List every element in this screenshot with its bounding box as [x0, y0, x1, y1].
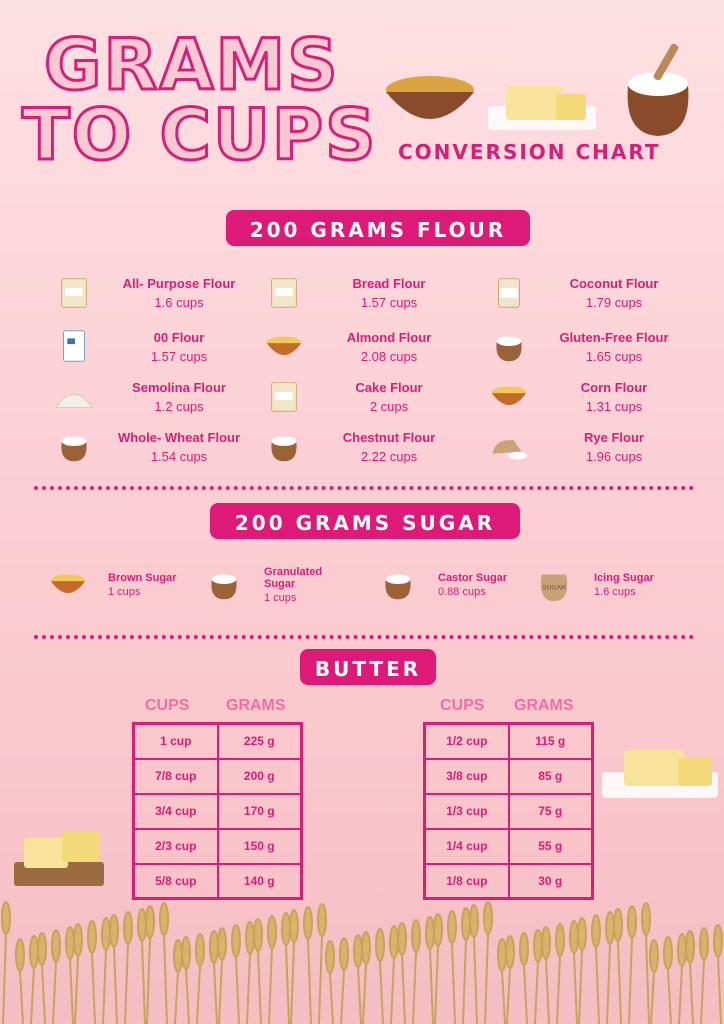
table-row — [134, 759, 302, 794]
sugar-value: 1 cups — [264, 592, 297, 604]
flour-heading: 200 GRAMS FLOUR — [226, 210, 530, 246]
cups-cell: 2/3 cup — [134, 829, 218, 864]
title-line-2: TO CUPS — [22, 94, 378, 176]
sugar-item — [438, 572, 538, 598]
sugar-heading: 200 GRAMS SUGAR — [210, 503, 520, 539]
flour-item — [104, 380, 254, 414]
sack-icon — [264, 428, 304, 464]
flour-value: 2.22 cups — [360, 449, 418, 464]
spilled-sack-icon — [489, 428, 529, 464]
flour-value: 1.96 cups — [585, 449, 643, 464]
flour-item — [314, 330, 464, 364]
col-header-cups: CUPS — [145, 697, 190, 714]
col-header-cups: CUPS — [440, 697, 485, 714]
flour-name: Gluten-Free Flour — [559, 330, 669, 345]
table-row — [134, 794, 302, 829]
sack-icon — [489, 328, 529, 364]
sugar-name: Icing Sugar — [594, 572, 654, 584]
flour-value: 1.31 cups — [585, 399, 643, 414]
wheat-border-icon — [0, 894, 724, 1024]
flour-item — [104, 276, 254, 310]
cups-cell: 5/8 cup — [134, 864, 218, 899]
flour-item — [314, 380, 464, 414]
sack-icon — [204, 566, 244, 602]
table-row — [425, 829, 593, 864]
butter-table-left — [132, 722, 303, 900]
divider — [34, 486, 694, 490]
flour-value: 2.08 cups — [360, 349, 418, 364]
flour-value: 1.57 cups — [150, 349, 208, 364]
flour-name: Almond Flour — [346, 330, 432, 345]
grams-cell: 200 g — [218, 759, 302, 794]
grams-cell: 140 g — [218, 864, 302, 899]
bowl-icon — [264, 328, 304, 364]
grams-cell: 75 g — [509, 794, 593, 829]
butter-icon — [8, 826, 108, 892]
sugar-name: Castor Sugar — [438, 572, 508, 584]
flour-name: Coconut Flour — [569, 276, 659, 291]
cups-cell: 1/3 cup — [425, 794, 509, 829]
flour-name: Semolina Flour — [132, 380, 226, 395]
sugar-value: 1.6 cups — [594, 586, 636, 598]
flour-value: 1.65 cups — [585, 349, 643, 364]
flour-bag-icon — [264, 378, 304, 414]
flour-name: Bread Flour — [352, 276, 426, 291]
bowl-icon — [489, 378, 529, 414]
flour-item — [314, 276, 464, 310]
flour-sack-icon — [618, 36, 698, 140]
grams-cell: 150 g — [218, 829, 302, 864]
cups-cell: 7/8 cup — [134, 759, 218, 794]
flour-name: 00 Flour — [153, 330, 205, 345]
flour-item — [539, 330, 689, 364]
flour-name: Rye Flour — [584, 430, 644, 445]
table-row — [425, 759, 593, 794]
col-header-grams: GRAMS — [226, 697, 286, 714]
sugar-value: 1 cups — [108, 586, 141, 598]
flour-value: 1.57 cups — [360, 295, 418, 310]
flour-value: 2 cups — [369, 399, 409, 414]
grams-cell: 55 g — [509, 829, 593, 864]
sugar-name: Brown Sugar — [108, 572, 177, 584]
butter-icon — [598, 738, 722, 804]
flour-item — [104, 330, 254, 364]
cups-cell: 1 cup — [134, 724, 218, 759]
flour-value: 1.54 cups — [150, 449, 208, 464]
grams-cell: 225 g — [218, 724, 302, 759]
sugar-item — [108, 572, 208, 598]
flour-value: 1.79 cups — [585, 295, 643, 310]
flour-item — [539, 430, 689, 464]
flour-name: Chestnut Flour — [342, 430, 436, 445]
flour-name: Corn Flour — [580, 380, 648, 395]
bowl-icon — [380, 66, 480, 132]
flour-item — [314, 430, 464, 464]
bowl-icon — [48, 566, 88, 602]
flour-name: All- Purpose Flour — [122, 276, 236, 291]
cups-cell: 3/8 cup — [425, 759, 509, 794]
sack-icon — [54, 428, 94, 464]
sack-icon — [378, 566, 418, 602]
title-line-1: GRAMS — [44, 24, 340, 106]
grams-cell: 85 g — [509, 759, 593, 794]
flour-bag-icon — [54, 274, 94, 310]
table-row — [425, 794, 593, 829]
butter-heading: BUTTER — [300, 649, 436, 685]
flour-value: 1.6 cups — [154, 295, 204, 310]
butter-icon — [482, 76, 602, 136]
flour-pile-icon — [54, 378, 94, 414]
sack-label: SUGAR — [542, 584, 566, 592]
flour-name: Whole- Wheat Flour — [117, 430, 241, 445]
jar-icon — [489, 274, 529, 310]
table-row — [134, 829, 302, 864]
table-row — [425, 724, 593, 759]
grams-cell: 30 g — [509, 864, 593, 899]
grams-cell: 115 g — [509, 724, 593, 759]
flour-bag-icon — [264, 274, 304, 310]
flour-carton-icon — [54, 328, 94, 364]
flour-item — [539, 276, 689, 310]
col-header-grams: GRAMS — [514, 697, 574, 714]
flour-value: 1.2 cups — [154, 399, 204, 414]
sugar-item — [264, 566, 344, 604]
sugar-value: 0.88 cups — [438, 586, 486, 598]
grams-cell: 170 g — [218, 794, 302, 829]
divider — [34, 635, 694, 639]
cups-cell: 1/8 cup — [425, 864, 509, 899]
flour-name: Cake Flour — [355, 380, 423, 395]
butter-table-right — [423, 722, 594, 900]
sack-icon — [534, 566, 574, 602]
cups-cell: 3/4 cup — [134, 794, 218, 829]
cups-cell: 1/2 cup — [425, 724, 509, 759]
sugar-name: Granulated Sugar — [264, 566, 323, 590]
subtitle: CONVERSION CHART — [398, 140, 661, 164]
cups-cell: 1/4 cup — [425, 829, 509, 864]
table-row — [134, 724, 302, 759]
sugar-item — [594, 572, 694, 598]
flour-item — [104, 430, 254, 464]
flour-item — [539, 380, 689, 414]
